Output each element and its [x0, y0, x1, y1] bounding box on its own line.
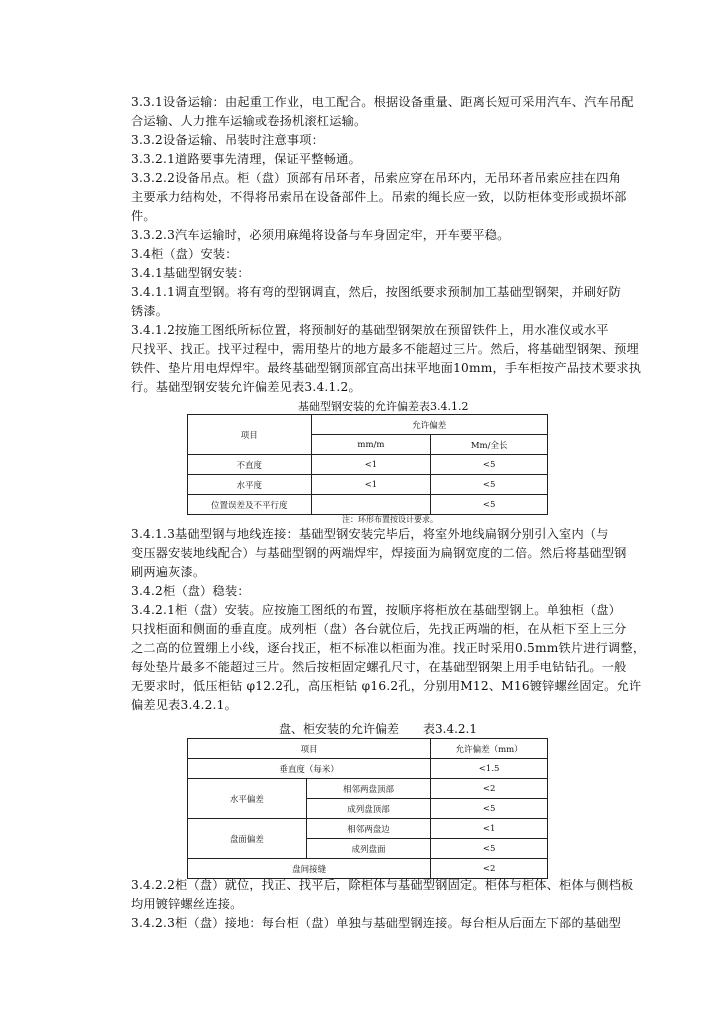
table-row — [188, 455, 548, 475]
text-line: 3.4.2柜（盘）稳装： — [131, 584, 250, 598]
table-row — [188, 759, 548, 779]
table-cell: <5 — [431, 799, 548, 819]
text-line: 3.3.1设备运输：由起重工作业，电工配合。根据设备重量、距离长短可采用汽车、汽车吊配 — [131, 95, 634, 109]
text-line: 件。 — [131, 209, 156, 223]
text-line: 3.3.2设备运输、吊装时注意事项： — [131, 133, 325, 147]
text-line: 均用镀锌螺丝连接。 — [131, 897, 243, 911]
text-line: 3.3.2.3汽车运输时，必须用麻绳将设备与车身固定牢，开车要平稳。 — [131, 228, 510, 242]
text-line: 变压器安装地线配合）与基础型钢的两端焊牢，焊接面为扁钢宽度的二倍。然后将基础型钢 — [131, 546, 627, 560]
text-line: 3.4柜（盘）安装： — [131, 247, 238, 261]
table-cell: 成列盘面 — [306, 839, 431, 859]
text-line: 锈漆。 — [131, 304, 169, 318]
table-cell: <5 — [431, 455, 548, 475]
table-row — [188, 475, 548, 495]
text-line: 只找柜面和侧面的垂直度。成列柜（盘）各台就位后，先找正两端的柜，在从柜下至上三分 — [131, 622, 627, 636]
table1 — [187, 414, 548, 515]
table-cell: 不直度 — [188, 455, 312, 475]
text-line: 偏差见表3.4.2.1。 — [131, 698, 237, 712]
table-cell: 相邻两盘顶部 — [306, 779, 431, 799]
table2 — [187, 738, 548, 879]
table1-header-allow: 允许偏差 — [311, 415, 547, 435]
table-cell: <5 — [431, 475, 548, 495]
text-line: 3.4.2.2柜（盘）就位，找正、找平后，除柜体与基础型钢固定。柜体与柜体、柜体与侧档板 — [131, 878, 634, 892]
table-cell: <1 — [311, 455, 431, 475]
text-line: 合运输、人力推车运输或卷扬机滚杠运输。 — [131, 114, 367, 128]
table-cell: 垂直度（每米） — [188, 759, 431, 779]
table-cell: <5 — [431, 495, 548, 515]
text-line: 3.3.2.2设备吊点。柜（盘）顶部有吊环者，吊索应穿在吊环内，无吊环者吊索应挂在四角 — [131, 171, 621, 185]
text-line: 3.4.1.3基础型钢与地线连接：基础型钢安装完毕后，将室外地线扁钢分别引入室内（与 — [131, 527, 609, 541]
table-cell: 水平度 — [188, 475, 312, 495]
table-cell: <2 — [431, 859, 548, 879]
table-cell: 位置误差及不平行度 — [188, 495, 312, 515]
table1-sub-col1: mm/m — [311, 435, 431, 455]
text-line: 每处垫片最多不能超过三片。然后按柜固定螺孔尺寸，在基础型钢架上用手电钻钻孔。一般 — [131, 660, 627, 674]
table-row — [188, 819, 548, 839]
text-line: 3.4.1基础型钢安装： — [131, 266, 250, 280]
table1-caption: 基础型钢安装的允许偏差表3.4.1.2 — [298, 400, 469, 413]
table-cell: <5 — [431, 839, 548, 859]
table-cell: <2 — [431, 779, 548, 799]
text-line: 3.4.2.1柜（盘）安装。应按施工图纸的布置，按顺序将柜放在基础型钢上。单独柜（盘） — [131, 603, 621, 617]
table-cell: <1 — [311, 475, 431, 495]
table2-header-allow: 允许偏差（mm） — [431, 739, 548, 759]
table-cell: 相邻两盘边 — [306, 819, 431, 839]
text-line: 3.3.2.1道路要事先清理，保证平整畅通。 — [131, 152, 361, 166]
text-line: 3.4.2.3柜（盘）接地：每台柜（盘）单独与基础型钢连接。每台柜从后面左下部的基础型 — [131, 916, 621, 930]
table2-caption: 盘、柜安装的允许偏差 表3.4.2.1 — [279, 722, 477, 736]
text-line: 3.4.1.1调直型钢。将有弯的型钢调直，然后，按图纸要求预制加工基础型钢架，并刷好防 — [131, 285, 621, 299]
table-cell: <1 — [431, 819, 548, 839]
table1-header-item: 项目 — [188, 415, 312, 455]
table-cell: 水平偏差 — [188, 779, 307, 819]
text-line: 铁件、垫片用电焊焊牢。最终基础型钢顶部宜高出抹平地面10mm，手车柜按产品技术要求执 — [131, 361, 642, 375]
table-cell — [311, 495, 431, 515]
text-line: 主要承力结构处，不得将吊索吊在设备部件上。吊索的绳长应一致，以防柜体变形或损坏部 — [131, 190, 627, 204]
text-line: 无要求时，低压柜钻 φ12.2孔，高压柜钻 φ16.2孔，分别用M12、M16镀锌螺丝固定。允许 — [131, 679, 642, 693]
table-cell: <1.5 — [431, 759, 548, 779]
text-line: 之二高的位置绷上小线，逐台找正，柜不标准以柜面为准。找正时采用0.5mm铁片进行调整， — [131, 641, 646, 655]
table-cell: 盘面偏差 — [188, 819, 307, 859]
table-row — [188, 495, 548, 515]
text-line: 3.4.1.2按施工图纸所标位置，将预制好的基础型钢架放在预留铁件上，用水准仪或水平 — [131, 323, 609, 337]
table2-header-item: 项目 — [188, 739, 431, 759]
table1-note: 注：环形布置按设计要求。 — [342, 515, 438, 524]
table1-sub-col2: Mm/全长 — [431, 435, 548, 455]
text-line: 尺找平、找正。找平过程中，需用垫片的地方最多不能超过三片。然后，将基础型钢架、预埋 — [131, 342, 639, 356]
table-row — [188, 779, 548, 799]
table-cell: 盘间接缝 — [188, 859, 431, 879]
table-cell: 成列盘顶部 — [306, 799, 431, 819]
text-line: 刷两遍灰漆。 — [131, 565, 206, 579]
text-line: 行。基础型钢安装允许偏差见表3.4.1.2。 — [131, 380, 361, 394]
